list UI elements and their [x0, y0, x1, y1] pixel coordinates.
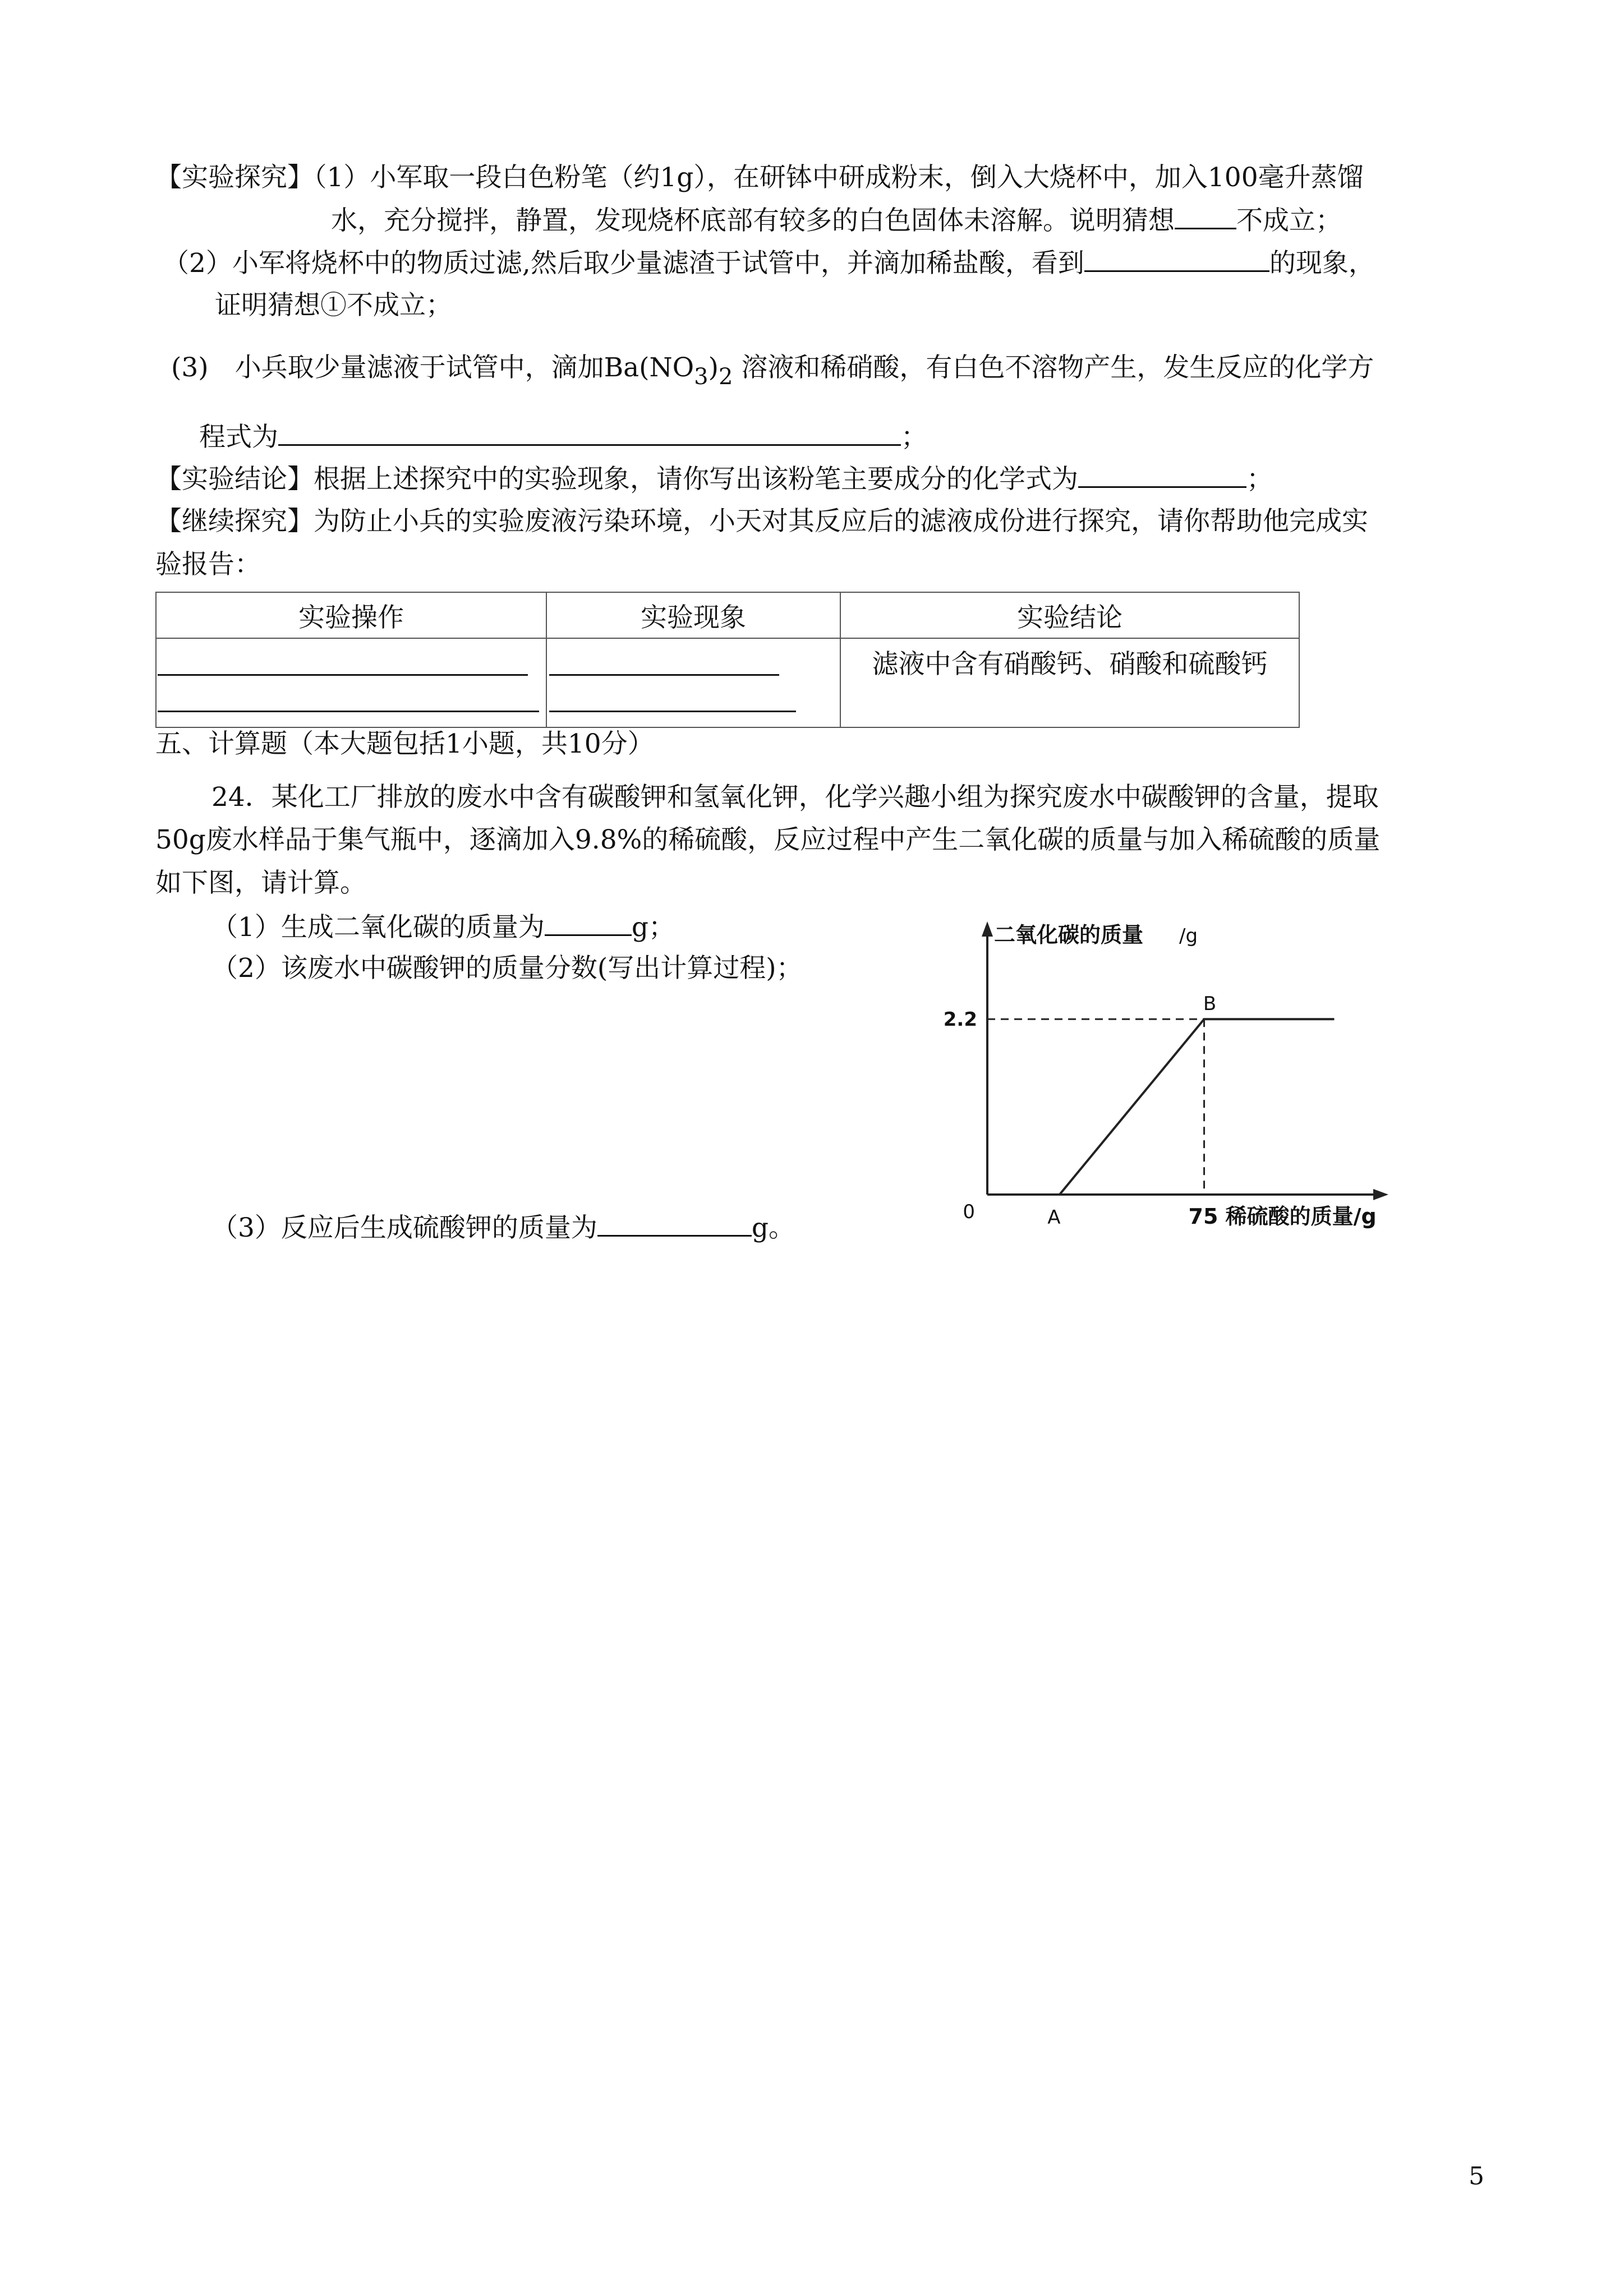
calc-section-title: 五、计算题（本大题包括1小题，共10分） [155, 729, 654, 759]
x-axis-arrow [1373, 1189, 1388, 1200]
chart-axes [982, 921, 1388, 1200]
answer-blank-formula[interactable] [1078, 462, 1246, 488]
y-axis-arrow [982, 921, 993, 937]
answer-line-phenomenon-1 [549, 674, 779, 676]
experiment-header [155, 161, 1364, 195]
chart-series [1060, 1019, 1335, 1195]
answer-blank-co2-mass[interactable] [545, 910, 632, 936]
header-conclusion: 实验结论 [840, 592, 1299, 638]
y-tick-label: 2.2 [943, 1008, 977, 1031]
q24-line2: 50g废水样品于集气瓶中，逐滴加入9.8%的稀硫酸，反应过程中产生二氧化碳的质量与加入稀硫酸的质量 [155, 824, 1381, 855]
report-table-row [156, 638, 1299, 727]
continue-line1: 【继续探究】为防止小兵的实验废液污染环境，小天对其反应后的滤液成份进行探究，请你帮助他完成实 [155, 506, 1368, 537]
q24-sub2: （2）该废水中碳酸钾的质量分数(写出计算过程)； [211, 953, 803, 984]
cell-operation[interactable] [156, 638, 546, 727]
point-label-a: A [1047, 1206, 1061, 1229]
chart-reference-lines [987, 1019, 1204, 1195]
q24-line1: 24．某化工厂排放的废水中含有碳酸钾和氢氧化钾，化学兴趣小组为探究废水中碳酸钾的含量，提取 [211, 782, 1379, 813]
answer-blank-phenomenon[interactable] [1084, 246, 1269, 272]
report-table [155, 592, 1300, 728]
point-label-b: B [1203, 993, 1217, 1016]
conclusion-line: 【实验结论】根据上述探究中的实验现象，请你写出该粉笔主要成分的化学式为 ； [155, 462, 1273, 496]
step2-line2: 证明猜想①不成立； [215, 290, 452, 321]
chart-labels [944, 923, 1377, 1229]
series-line-0 [1060, 1019, 1335, 1195]
q24-sub3: （3）反应后生成硫酸钾的质量为 g。 [211, 1210, 795, 1245]
y-axis-unit: /g [1179, 925, 1198, 947]
answer-blank-equation[interactable] [278, 419, 901, 446]
answer-line-phenomenon-2 [549, 711, 796, 712]
report-table-header-row [156, 592, 1299, 638]
cell-phenomenon[interactable] [546, 638, 840, 727]
answer-blank-hypothesis[interactable] [1175, 203, 1236, 229]
q24-sub1: （1）生成二氧化碳的质量为 g； [211, 910, 675, 944]
step3-line2: 程式为 ； [199, 419, 927, 454]
co2-mass-chart [909, 920, 1414, 1245]
continue-line2: 验报告： [155, 549, 261, 580]
header-phenomenon: 实验现象 [546, 592, 840, 638]
step1-line2: 水，充分搅拌，静置，发现烧杯底部有较多的白色固体未溶解。说明猜想 不成立； [331, 203, 1342, 238]
x-axis-label: 75 稀硫酸的质量/g [1188, 1204, 1377, 1229]
header-operation: 实验操作 [156, 592, 546, 638]
answer-line-operation-1 [158, 674, 528, 676]
cell-conclusion: 滤液中含有硝酸钙、硝酸和硫酸钙 [840, 638, 1299, 727]
page-number: 5 [1469, 2162, 1484, 2191]
step1-line1: （1）小军取一段白色粉笔（约1g），在研钵中研成粉末，倒入大烧杯中，加入100毫升蒸馏 [314, 162, 1364, 193]
experiment-header-label: 【实验探究】 [155, 162, 314, 193]
step3-line1: (3) 小兵取少量滤液于试管中，滴加Ba(NO3)2 溶液和稀硝酸，有白色不溶物产生，发生反应的化学方 [171, 352, 1374, 390]
y-axis-label: 二氧化碳的质量 [994, 923, 1144, 947]
answer-line-operation-2 [158, 711, 539, 712]
step2-line1: （2）小军将烧杯中的物质过滤,然后取少量滤渣于试管中，并滴加稀盐酸，看到 的现象， [163, 246, 1375, 280]
q24-line3: 如下图，请计算。 [155, 868, 366, 898]
answer-blank-k2so4-mass[interactable] [597, 1210, 752, 1237]
origin-label: 0 [963, 1201, 975, 1223]
